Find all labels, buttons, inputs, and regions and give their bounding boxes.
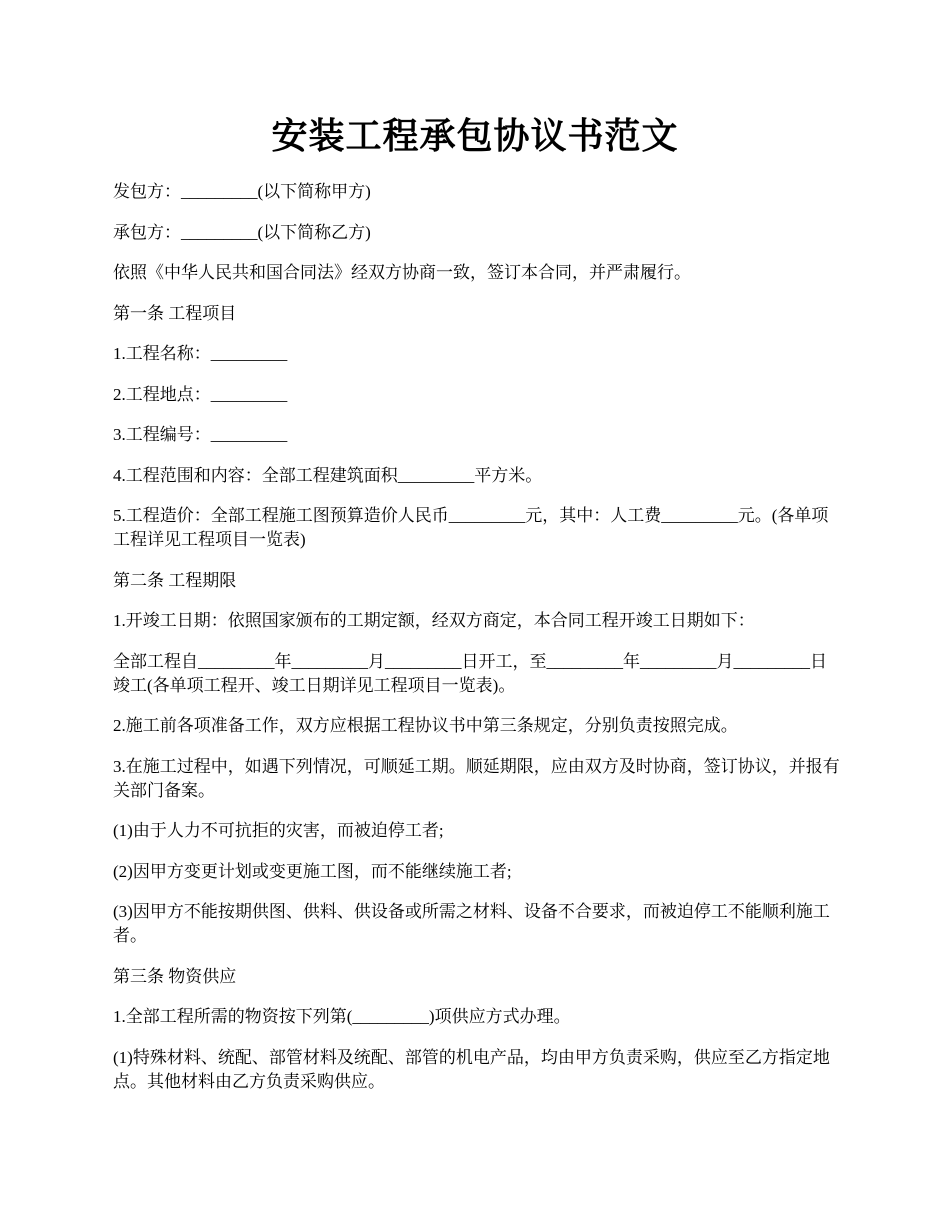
project-scope-line: 4.工程范围和内容：全部工程建筑面积_________平方米。 bbox=[113, 465, 543, 485]
document-title: 安装工程承包协议书范文 bbox=[271, 116, 679, 156]
extension-item-3: (3)因甲方不能按期供图、供料、供设备或所需之材料、设备不合要求，而被迫停工不能顺利施工者。 bbox=[113, 902, 830, 945]
party-b-line: 承包方：_________(以下简称乙方) bbox=[113, 222, 371, 242]
supply-item-1: (1)特殊材料、统配、部管材料及统配、部管的机电产品，均由甲方负责采购，供应至乙方指定地点。其他材料由乙方负责采购供应。 bbox=[113, 1047, 830, 1091]
project-name-line: 1.工程名称：_________ bbox=[113, 344, 288, 363]
article-2-heading: 第二条 工程期限 bbox=[113, 570, 237, 590]
extension-clause: 3.在施工过程中，如遇下列情况，可顺延工期。顺延期限，应由双方及时协商，签订协议，并报有关部门备案。 bbox=[113, 756, 840, 800]
start-finish-dates-line: 全部工程自_________年_________月_________日开工，至_________年_________月_________日竣工(各单项工程开、竣工日期详见工程项目一览表)。 bbox=[113, 651, 827, 695]
document-body bbox=[113, 180, 843, 1110]
article-3-heading: 第三条 物资供应 bbox=[113, 966, 237, 986]
supply-method-line: 1.全部工程所需的物资按下列第(_________)项供应方式办理。 bbox=[113, 1007, 571, 1026]
extension-item-1: (1)由于人力不可抗拒的灾害，而被迫停工者; bbox=[113, 821, 444, 840]
preamble: 依照《中华人民共和国合同法》经双方协商一致，签订本合同，并严肃履行。 bbox=[113, 263, 691, 282]
preparation-clause: 2.施工前各项准备工作，双方应根据工程协议书中第三条规定，分别负责按照完成。 bbox=[113, 716, 738, 735]
party-a-line: 发包方：_________(以下简称甲方) bbox=[113, 182, 371, 201]
start-finish-dates-intro: 1.开竣工日期：依照国家颁布的工期定额，经双方商定，本合同工程开竣工日期如下： bbox=[113, 611, 755, 630]
project-location-line: 2.工程地点：_________ bbox=[113, 384, 288, 404]
article-1-heading: 第一条 工程项目 bbox=[113, 303, 237, 323]
project-cost-line: 5.工程造价：全部工程施工图预算造价人民币_________元，其中：人工费_________元。(各单项工程详见工程项目一览表) bbox=[113, 506, 829, 549]
project-number-line: 3.工程编号：_________ bbox=[113, 425, 288, 444]
extension-item-2: (2)因甲方变更计划或变更施工图，而不能继续施工者; bbox=[113, 861, 512, 881]
